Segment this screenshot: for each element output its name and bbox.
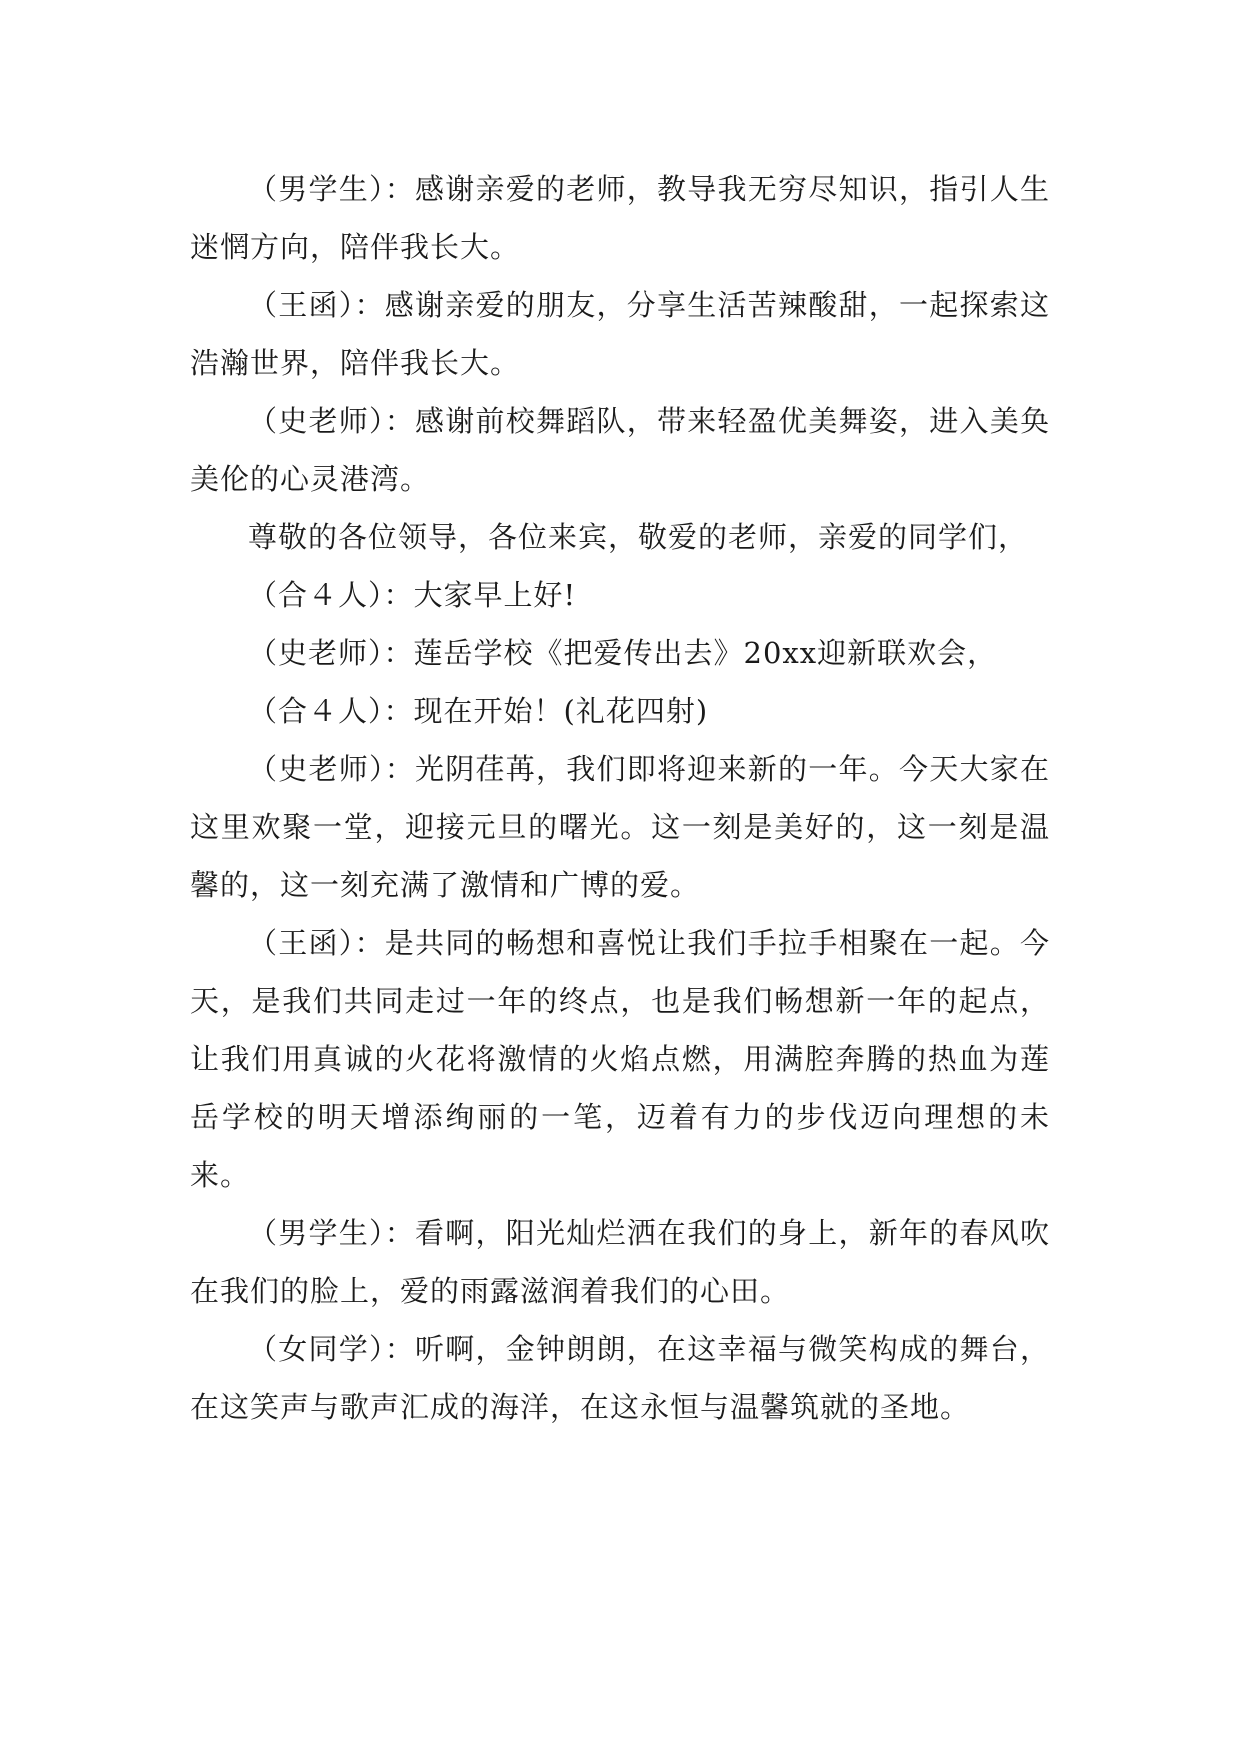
- paragraph-male-student-thanks-teacher: （男学生）：感谢亲爱的老师，教导我无穷尽知识，指引人生迷惘方向，陪伴我长大。: [190, 172, 1050, 264]
- paragraph-all-four-good-morning: （合４人）：大家早上好!: [248, 578, 577, 612]
- paragraph-male-student-sunshine: （男学生）：看啊，阳光灿烂洒在我们的身上，新年的春风吹在我们的脸上，爱的雨露滋润着我们的心田。: [190, 1216, 1050, 1308]
- paragraph-all-four-start: （合４人）：现在开始！(礼花四射): [248, 694, 709, 728]
- paragraph-greeting-audience: 尊敬的各位领导，各位来宾，敬爱的老师，亲爱的同学们，: [248, 520, 1029, 554]
- document-body: [190, 160, 1050, 1436]
- paragraph-teacher-shi-event-title: （史老师）：莲岳学校《把爱传出去》20xx迎新联欢会，: [248, 636, 998, 670]
- paragraph-teacher-shi-thanks-dance-team: （史老师）：感谢前校舞蹈队，带来轻盈优美舞姿，进入美奂美伦的心灵港湾。: [190, 404, 1050, 496]
- paragraph-teacher-shi-new-year: （史老师）：光阴荏苒，我们即将迎来新的一年。今天大家在这里欢聚一堂，迎接元旦的曙光。这一刻是美好的，这一刻是温馨的，这一刻充满了激情和广博的爱。: [190, 752, 1050, 902]
- paragraph-wang-han-thanks-friend: （王函）：感谢亲爱的朋友，分享生活苦辣酸甜，一起探索这浩瀚世界，陪伴我长大。: [190, 288, 1050, 380]
- paragraph-female-student-bells: （女同学）：听啊，金钟朗朗，在这幸福与微笑构成的舞台，在这笑声与歌声汇成的海洋，在这永恒与温馨筑就的圣地。: [190, 1332, 1050, 1424]
- paragraph-wang-han-gathering: （王函）：是共同的畅想和喜悦让我们手拉手相聚在一起。今天，是我们共同走过一年的终点，也是我们畅想新一年的起点，让我们用真诚的火花将激情的火焰点燃，用满腔奔腾的热血为莲岳学校的明天增添绚丽的一笔，迈着有力的步伐迈向理想的未来。: [190, 926, 1050, 1192]
